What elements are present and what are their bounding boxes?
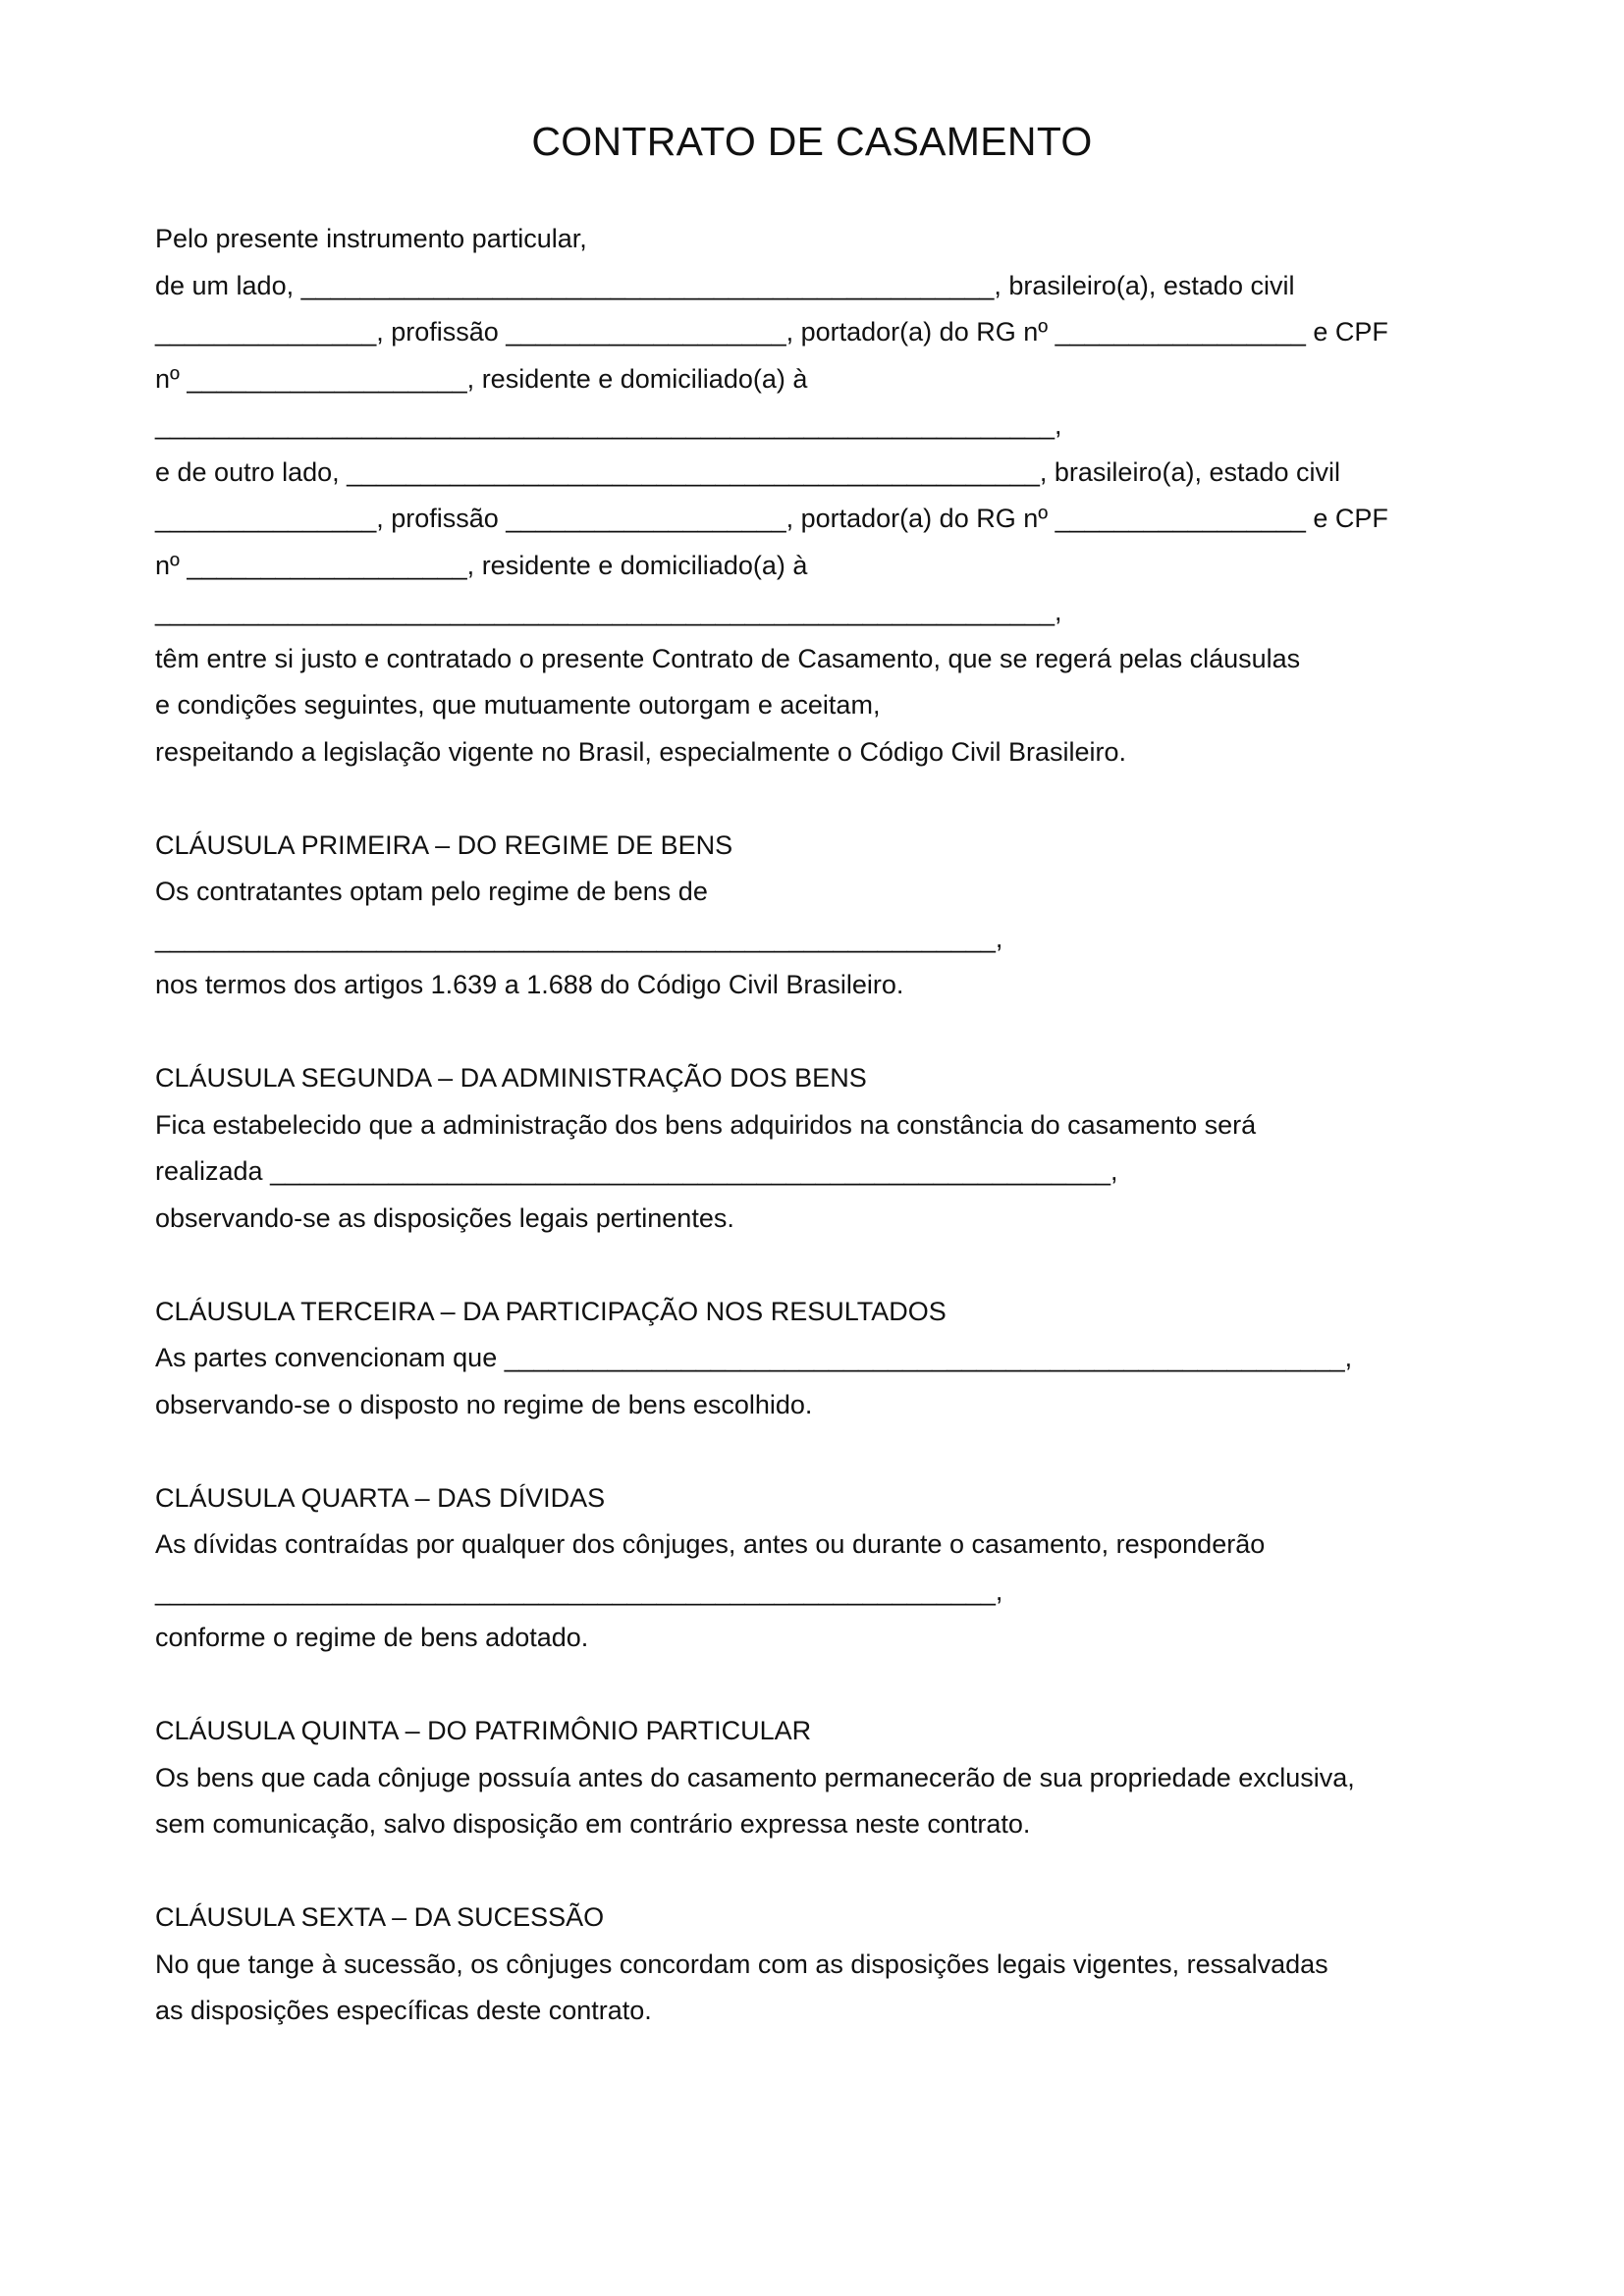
text-line: nos termos dos artigos 1.639 a 1.688 do Código Civil Brasileiro. <box>155 970 904 999</box>
text-line: Pelo presente instrumento particular, <box>155 224 587 253</box>
text-line: nº ___________________, residente e domiciliado(a) à <box>155 363 808 394</box>
text-line: nº ___________________, residente e domiciliado(a) à <box>155 550 808 580</box>
text-line: As dívidas contraídas por qualquer dos cônjuges, antes ou durante o casamento, responderão <box>155 1529 1266 1559</box>
text-line: têm entre si justo e contratado o presente Contrato de Casamento, que se regerá pelas cláusulas <box>155 643 1301 673</box>
text-line: Os bens que cada cônjuge possuía antes do casamento permanecerão de sua propriedade exclusiva, <box>155 1762 1355 1792</box>
text-line: e condições seguintes, que mutuamente outorgam e aceitam, <box>155 690 881 720</box>
paragraph-spacer <box>155 1662 1530 1709</box>
paragraph-spacer <box>155 1848 1530 1896</box>
text-line: observando-se as disposições legais pertinentes. <box>155 1202 734 1233</box>
paragraph-spacer <box>155 1428 1530 1475</box>
text-line: _____________________________________________________________, <box>155 410 1062 440</box>
text-line: Os contratantes optam pelo regime de bens de <box>155 877 708 906</box>
clause-heading: CLÁUSULA QUARTA – DAS DÍVIDAS <box>155 1482 606 1513</box>
document-body <box>155 216 1530 2035</box>
paragraph-spacer <box>155 1242 1530 1289</box>
text-line: _____________________________________________________________, <box>155 597 1062 626</box>
text-line: realizada _________________________________________________________, <box>155 1156 1118 1186</box>
text-line: Fica estabelecido que a administração dos bens adquiridos na constância do casamento será <box>155 1109 1257 1140</box>
text-line: observando-se o disposto no regime de bens escolhido. <box>155 1389 813 1419</box>
text-line: de um lado, _______________________________________________, brasileiro(a), estado civil <box>155 270 1295 300</box>
text-line: _______________, profissão ___________________, portador(a) do RG nº _________________ e CPF <box>155 504 1388 533</box>
paragraph-spacer <box>155 775 1530 823</box>
text-line: sem comunicação, salvo disposição em contrário expressa neste contrato. <box>155 1809 1031 1839</box>
text-line: _________________________________________________________, <box>155 923 1003 953</box>
text-line: respeitando a legislação vigente no Brasil, especialmente o Código Civil Brasileiro. <box>155 736 1127 767</box>
text-line: As partes convencionam que _________________________________________________________, <box>155 1343 1353 1372</box>
clause-heading: CLÁUSULA TERCEIRA – DA PARTICIPAÇÃO NOS RESULTADOS <box>155 1296 947 1326</box>
clause-heading: CLÁUSULA PRIMEIRA – DO REGIME DE BENS <box>155 829 733 860</box>
text-line: as disposições específicas deste contrato. <box>155 1996 652 2025</box>
text-line: e de outro lado, _______________________________________________, brasileiro(a), estado civil <box>155 456 1341 487</box>
text-line: No que tange à sucessão, os cônjuges concordam com as disposições legais vigentes, ressalvadas <box>155 1949 1328 1979</box>
clause-heading: CLÁUSULA QUINTA – DO PATRIMÔNIO PARTICULAR <box>155 1716 812 1745</box>
clause-heading: CLÁUSULA SEXTA – DA SUCESSÃO <box>155 1902 605 1932</box>
text-line: _______________, profissão ___________________, portador(a) do RG nº _________________ e CPF <box>155 317 1388 347</box>
clause-heading: CLÁUSULA SEGUNDA – DA ADMINISTRAÇÃO DOS BENS <box>155 1063 867 1093</box>
text-line: conforme o regime de bens adotado. <box>155 1623 589 1652</box>
text-line: _________________________________________________________, <box>155 1575 1003 1606</box>
document-title: CONTRATO DE CASAMENTO <box>531 119 1093 164</box>
paragraph-spacer <box>155 1009 1530 1056</box>
